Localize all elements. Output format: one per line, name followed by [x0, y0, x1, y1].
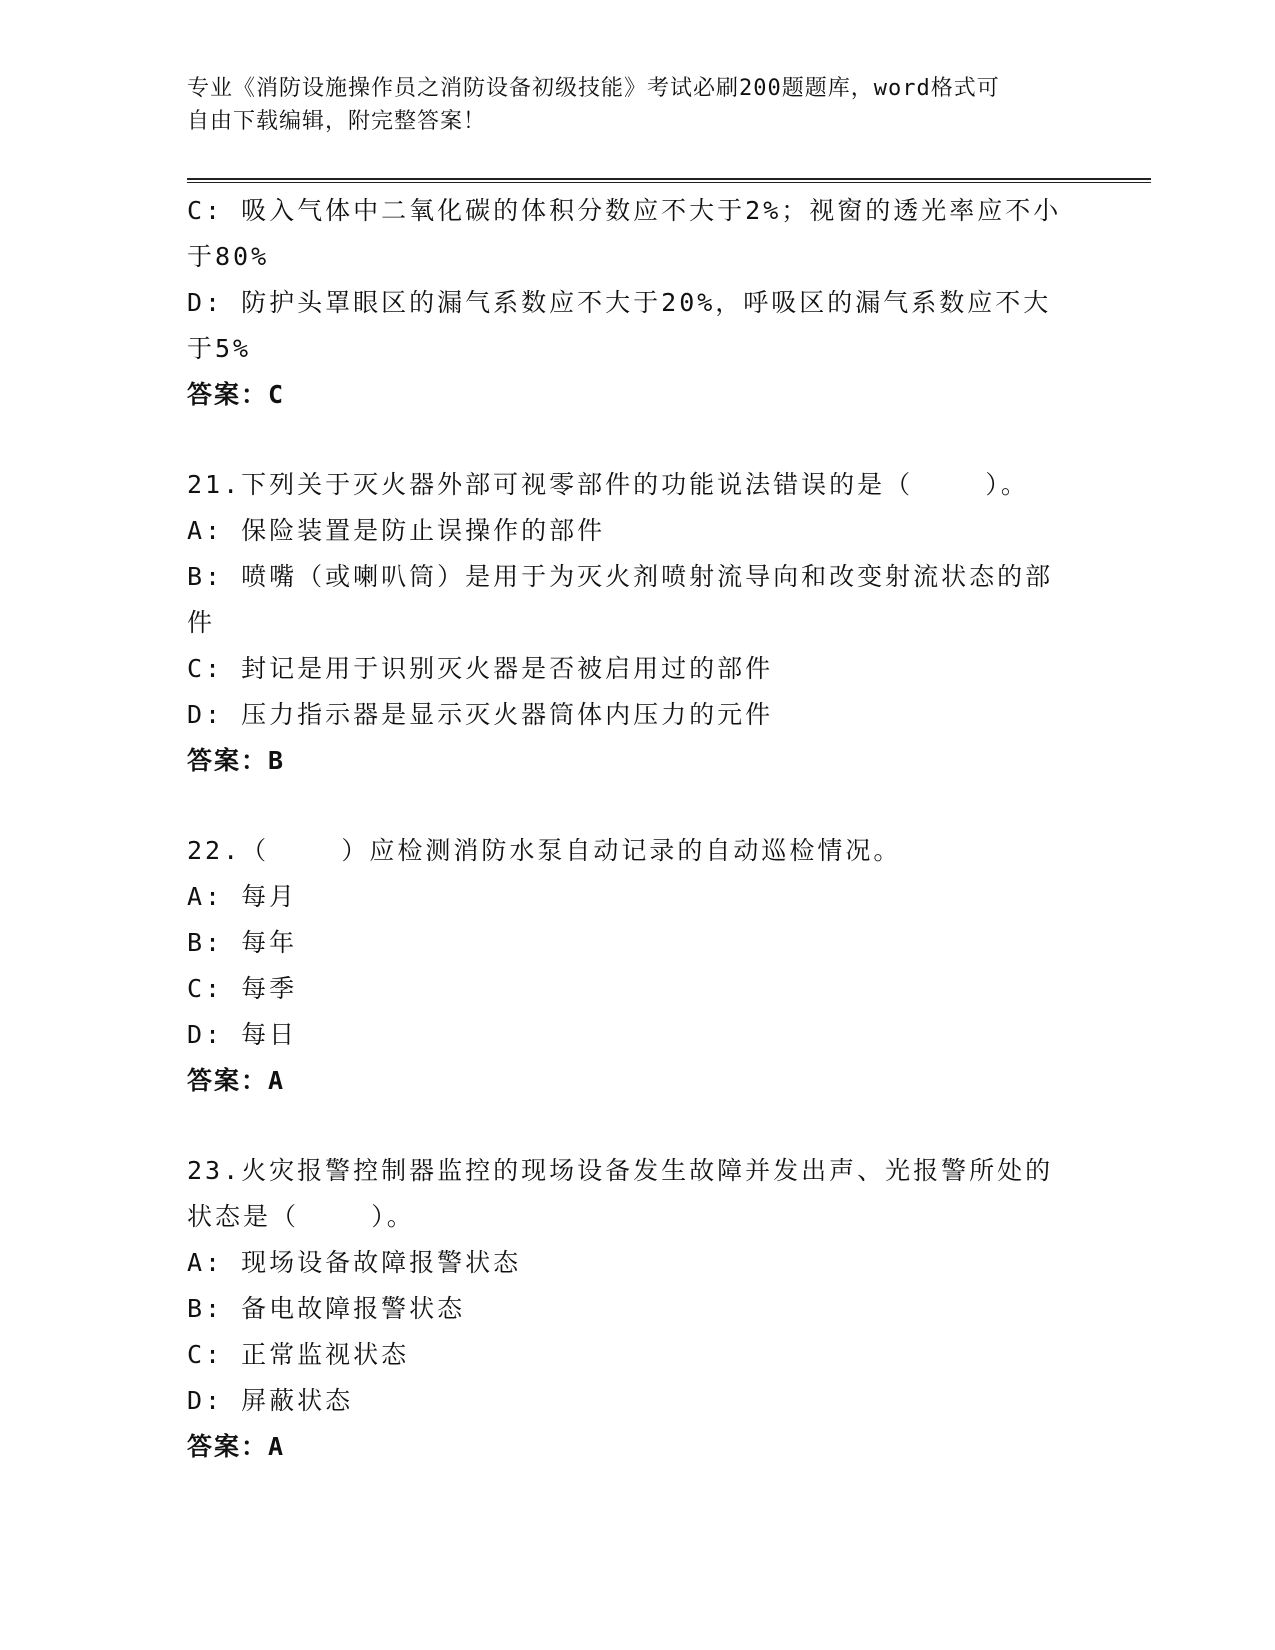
- answer-label: 答案：B: [187, 746, 286, 775]
- option-a: A: 保险装置是防止误操作的部件: [187, 516, 606, 545]
- header-title-line-2: 自由下载编辑，附完整答案！: [187, 109, 487, 134]
- option-c: C: 每季: [187, 974, 298, 1003]
- option-b: B: 每年: [187, 928, 298, 957]
- question-22: [187, 828, 1087, 1104]
- question-stem-line-1: 23.火灾报警控制器监控的现场设备发生故障并发出声、光报警所处的: [187, 1156, 1054, 1185]
- question-list: [187, 188, 1087, 1470]
- option-d-line-1: D: 防护头罩眼区的漏气系数应不大于20%，呼吸区的漏气系数应不大: [187, 288, 1052, 317]
- option-c-line-1: C: 吸入气体中二氧化碳的体积分数应不大于2%；视窗的透光率应不小: [187, 196, 1062, 225]
- question-20-continued: [187, 188, 1087, 418]
- question-23: [187, 1148, 1087, 1470]
- question-stem-line-2: 状态是（ ）。: [187, 1202, 415, 1231]
- answer-label: 答案：A: [187, 1432, 286, 1461]
- header-divider: [187, 178, 1151, 183]
- option-c: C: 封记是用于识别灭火器是否被启用过的部件: [187, 654, 774, 683]
- option-a: A: 现场设备故障报警状态: [187, 1248, 522, 1277]
- option-b-line-2: 件: [187, 608, 216, 637]
- spacer: [187, 784, 1087, 828]
- option-b: B: 备电故障报警状态: [187, 1294, 466, 1323]
- spacer: [187, 418, 1087, 462]
- question-21: [187, 462, 1087, 784]
- question-stem: 21.下列关于灭火器外部可视零部件的功能说法错误的是（ ）。: [187, 470, 1029, 499]
- question-stem: 22.（ ）应检测消防水泵自动记录的自动巡检情况。: [187, 836, 902, 865]
- option-c: C: 正常监视状态: [187, 1340, 410, 1369]
- option-d: D: 每日: [187, 1020, 298, 1049]
- answer-label: 答案：C: [187, 380, 286, 409]
- document-header: [187, 72, 1087, 138]
- option-a: A: 每月: [187, 882, 298, 911]
- option-d: D: 压力指示器是显示灭火器筒体内压力的元件: [187, 700, 774, 729]
- option-d: D: 屏蔽状态: [187, 1386, 354, 1415]
- spacer: [187, 1104, 1087, 1148]
- header-title-line-1: 专业《消防设施操作员之消防设备初级技能》考试必刷200题题库，word格式可: [187, 76, 1000, 101]
- option-b-line-1: B: 喷嘴（或喇叭筒）是用于为灭火剂喷射流导向和改变射流状态的部: [187, 562, 1054, 591]
- option-d-line-2: 于5%: [187, 334, 252, 363]
- answer-label: 答案：A: [187, 1066, 286, 1095]
- option-c-line-2: 于80%: [187, 242, 270, 271]
